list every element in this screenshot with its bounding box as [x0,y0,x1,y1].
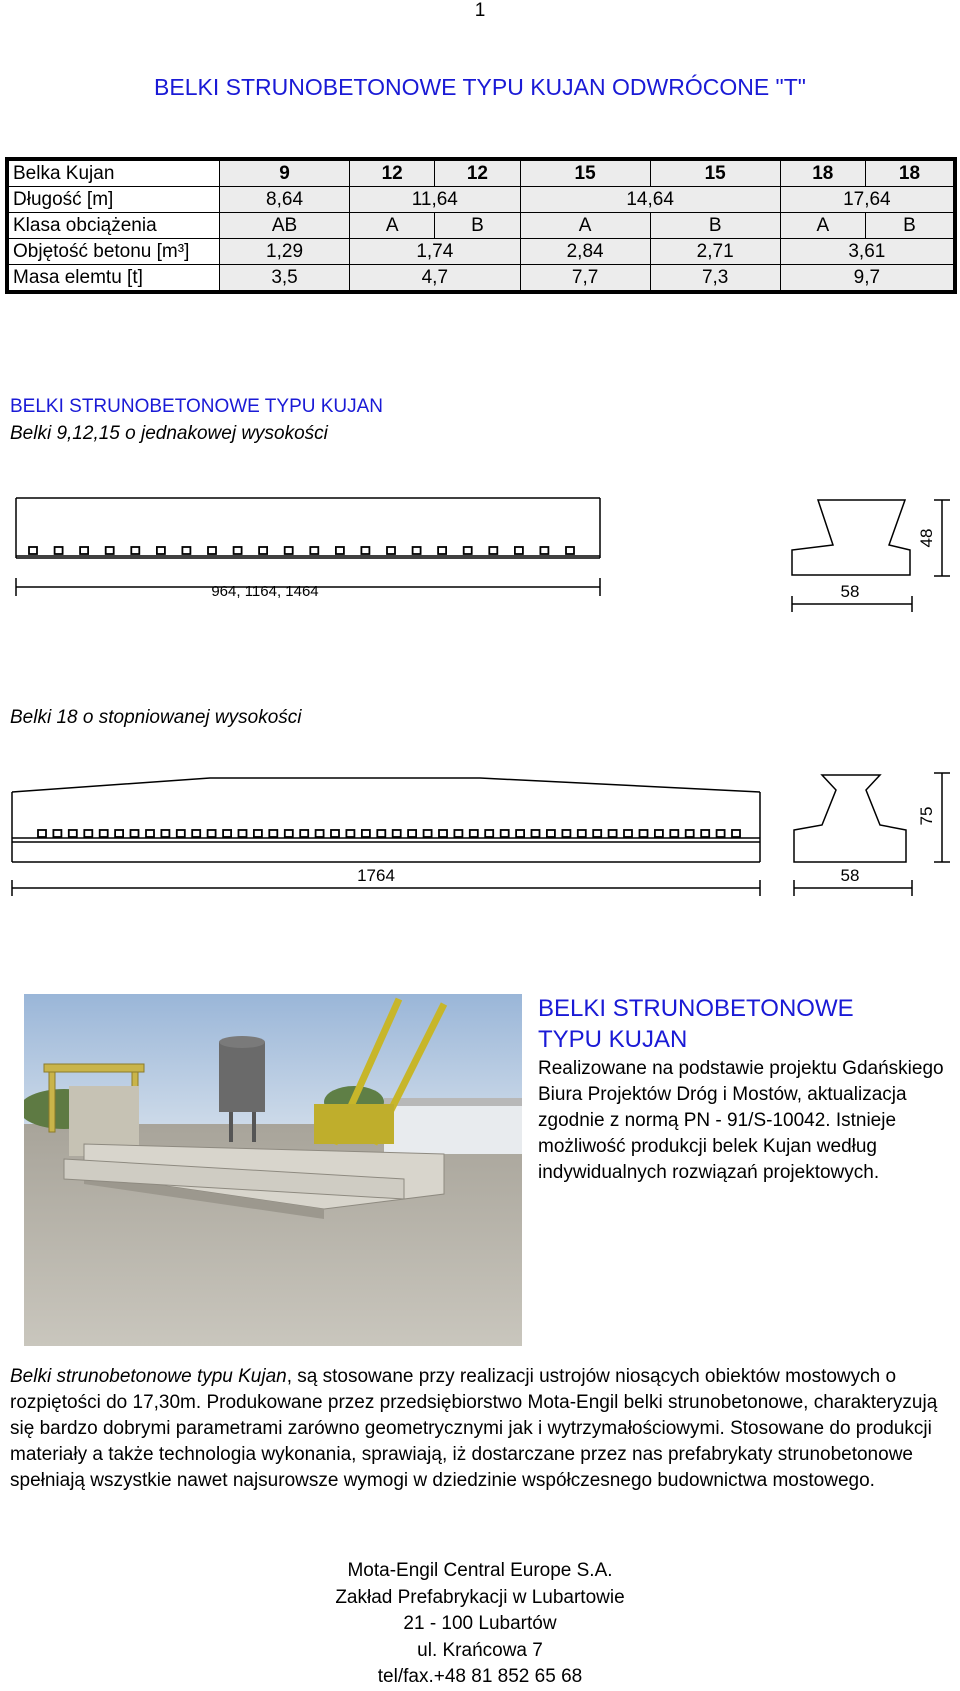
footer-company: Mota-Engil Central Europe S.A. [347,1560,613,1581]
side-title-line2: TYPU KUJAN [538,1026,688,1053]
strand-marker [336,547,344,554]
table-cell: B [865,213,955,239]
side-title [538,993,938,1055]
strand-marker [285,547,293,554]
strand-marker [454,830,462,837]
strand-marker [84,830,92,837]
section-subtitle-2: Belki 18 o stopniowanej wysokości [10,707,302,728]
strand-marker [53,830,61,837]
strand-marker [470,830,478,837]
strand-marker [464,547,472,554]
strand-marker [489,547,497,554]
body-text: , są stosowane przy realizacji ustrojów niosących obiektów mostowych o rozpiętości do 17,30m. Produkowane przez przedsiębiorstwo Mota-Engil belki strunobetonowe, charakteryzują się bardzo dobrymi parametrami zarówno geometrycznymi jak i wytrzymałościowymi. Stosowane do produkcji materiały a także technologia wykonania, sprawiają, iż dostarczane przez nas prefabrykaty strunobetonowe spełniają wszystkie nawet najsurowsze wymogi w dziedzinie współczesnego budownictwa mostowego. [10,1366,938,1491]
strand-marker [593,830,601,837]
table-cell: 1,29 [220,239,350,265]
strand-marker [331,830,339,837]
table-cell: A [350,213,435,239]
row-label: Objętość betonu [m³] [7,239,220,265]
footer-postcode: 21 - 100 Lubartów [403,1613,557,1634]
height-dimension-2: 75 [917,806,936,826]
strand-marker [115,830,123,837]
strand-marker [146,830,154,837]
strand-marker [387,547,395,554]
strand-marker [377,830,385,837]
page-title: BELKI STRUNOBETONOWE TYPU KUJAN ODWRÓCONE "T" [154,74,806,100]
table-cell: 12 [435,159,520,187]
strand-marker [578,830,586,837]
strand-marker [182,547,190,554]
table-row [7,265,955,293]
body-paragraph [10,1364,955,1494]
strand-marker [361,547,369,554]
table-cell: 11,64 [350,187,521,213]
strand-marker [362,830,370,837]
table-cell: 14,64 [520,187,780,213]
strand-marker [413,547,421,554]
strand-marker [208,830,216,837]
strand-marker [439,830,447,837]
table-cell: 4,7 [350,265,521,293]
table-cell: 18 [865,159,955,187]
footer-plant: Zakład Prefabrykacji w Lubartowie [335,1586,625,1608]
strand-marker [80,547,88,554]
strand-marker [310,547,318,554]
table-cell: 18 [780,159,865,187]
strand-marker [732,830,740,837]
strand-marker [259,547,267,554]
strand-marker [501,830,509,837]
table-cell: 3,5 [220,265,350,293]
strand-marker [540,547,548,554]
beam-diagram-equal [0,490,960,620]
strand-marker [717,830,725,837]
strand-marker [223,830,231,837]
strand-marker [131,547,139,554]
row-label: Masa elemtu [t] [7,265,220,293]
strand-marker [640,830,648,837]
strand-marker [161,830,169,837]
strand-marker [655,830,663,837]
side-title-line1: BELKI STRUNOBETONOWE [538,995,854,1022]
table-cell: 2,71 [650,239,780,265]
strand-marker [686,830,694,837]
strand-marker [300,830,308,837]
strand-marker [566,547,574,554]
table-cell: 7,7 [520,265,650,293]
section-title: BELKI STRUNOBETONOWE TYPU KUJAN [10,396,384,417]
side-description: Realizowane na podstawie projektu Gdańskiego Biura Projektów Dróg i Mostów, aktualizacja zgodnie z normą PN - 91/S-10042. Istnieje możliwość produkcji belek Kujan według indywidualnych rozwiązań projektowych. [538,1058,944,1183]
section-subtitle: Belki 9,12,15 o jednakowej wysokości [10,423,328,444]
strand-marker [408,830,416,837]
strand-marker [316,830,324,837]
strand-marker [393,830,401,837]
strand-marker [131,830,139,837]
strand-marker [38,830,46,837]
table-cell: A [520,213,650,239]
table-cell: 9,7 [780,265,955,293]
length-dimension: 964, 1164, 1464 [211,583,319,600]
strand-marker [701,830,709,837]
strand-marker [269,830,277,837]
strand-marker [609,830,617,837]
width-dimension-2: 58 [840,866,860,885]
footer-street: ul. Krańcowa 7 [417,1639,543,1661]
strand-marker [55,547,63,554]
strand-marker [424,830,432,837]
strand-marker [100,830,108,837]
strand-marker [547,830,555,837]
strand-marker [29,547,37,554]
table-row [7,187,955,213]
table-cell: B [435,213,520,239]
strand-marker [177,830,185,837]
table-cell: AB [220,213,350,239]
length-dimension-2: 1764 [357,866,395,885]
table-row [7,159,955,187]
spec-table [5,157,957,294]
table-cell: A [780,213,865,239]
table-cell: 8,64 [220,187,350,213]
strand-marker [532,830,540,837]
strand-marker [254,830,262,837]
beam-photo [24,994,522,1346]
strand-marker [670,830,678,837]
body-italic-lead: Belki strunobetonowe typu Kujan [10,1366,287,1387]
strand-marker [192,830,200,837]
strand-marker [106,547,114,554]
footer-phone: tel/fax.+48 81 852 65 68 [377,1666,583,1687]
table-cell: 9 [220,159,350,187]
row-label: Klasa obciążenia [7,213,220,239]
strand-marker [285,830,293,837]
width-dimension: 58 [840,582,860,601]
table-row [7,239,955,265]
table-cell: 3,61 [780,239,955,265]
strand-marker [239,830,247,837]
strand-marker [157,547,165,554]
strand-marker [515,547,523,554]
table-row [7,213,955,239]
table-cell: 12 [350,159,435,187]
table-cell: 17,64 [780,187,955,213]
strand-marker [562,830,570,837]
table-cell: 1,74 [350,239,521,265]
page-number: 1 [474,0,486,21]
row-label: Długość [m] [7,187,220,213]
strand-marker [346,830,354,837]
table-cell: 15 [520,159,650,187]
beam-diagram-stepped [0,770,960,900]
height-dimension: 48 [917,528,936,548]
strand-marker [624,830,632,837]
table-cell: 2,84 [520,239,650,265]
table-cell: B [650,213,780,239]
strand-marker [485,830,493,837]
strand-marker [438,547,446,554]
strand-marker [208,547,216,554]
table-cell: 15 [650,159,780,187]
strand-marker [516,830,524,837]
strand-marker [234,547,242,554]
strand-marker [69,830,77,837]
row-label: Belka Kujan [7,159,220,187]
table-cell: 7,3 [650,265,780,293]
company-footer [0,1558,960,1691]
